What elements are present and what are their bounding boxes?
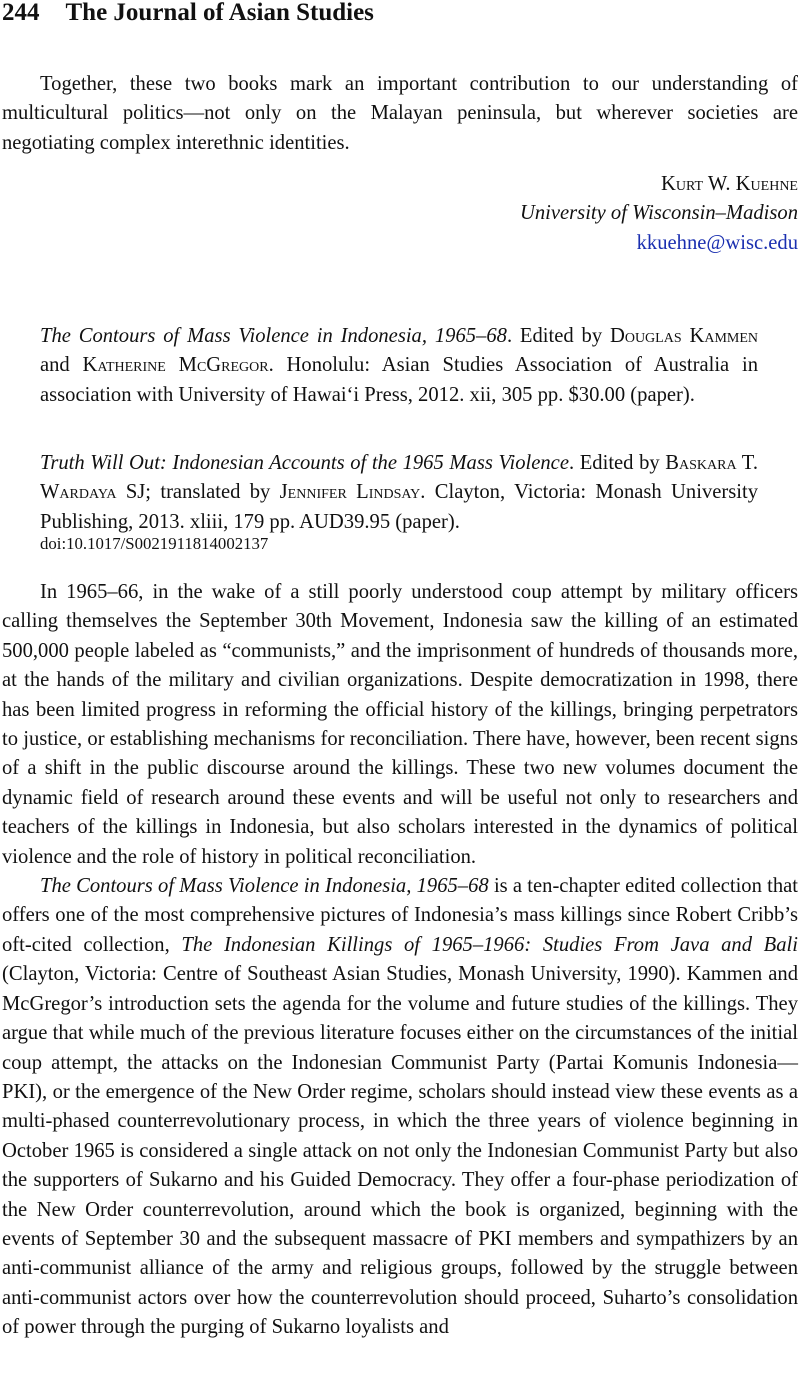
citation-2-title: Truth Will Out: Indonesian Accounts of the 1965 Mass Violence [40, 452, 569, 474]
body-paragraph-2 [2, 872, 798, 1343]
citation-2-publisher: . Clayton, Victoria: Monash University Publishing, 2013. xliii, 179 pp. AUD39.95 (paper). [40, 481, 758, 533]
citation-2-editor-1: Baskara T. Wardaya SJ [40, 452, 758, 504]
book-citation-2 [40, 449, 758, 537]
citation-1-joiner: and [40, 354, 83, 377]
review-body [2, 578, 798, 1343]
closing-paragraph: Together, these two books mark an important contribution to our understanding of multicultural politics—not only on the Malayan peninsula, but wherever societies are negotiating complex interethnic identities. [2, 73, 798, 154]
book-citation-1 [40, 322, 758, 410]
journal-title: The Journal of Asian Studies [65, 0, 374, 26]
citation-1-title: The Contours of Mass Violence in Indonesia, 1965–68 [40, 325, 507, 347]
reviewer-email-link[interactable]: kkuehne@wisc.edu [636, 231, 798, 254]
running-head [2, 0, 374, 30]
reviewer-signature [520, 170, 798, 258]
body-paragraph-1: In 1965–66, in the wake of a still poorly understood coup attempt by military officers calling themselves the September 30th Movement, Indonesia saw the killing of an estimated 500,000 people labeled as “communists,” and the imprisonment of hundreds of thousands more, at the hands of the military and civilian organizations. Despite democratization in 1998, there has been limited progress in reforming the official history of the killings, bringing perpetrators to justice, or establishing mechanisms for reconciliation. There have, however, been recent signs of a shift in the public discourse around the killings. These two new volumes document the dynamic field of research around these events and will be useful not only to researchers and teachers of the killings in Indonesia, but also scholars interested in the dynamics of political violence and the role of history in political reconciliation. [2, 581, 798, 868]
citation-1-editor-2: Katherine McGregor [82, 354, 269, 377]
page-number: 244 [2, 0, 40, 26]
paragraph-2-text-b: (Clayton, Victoria: Centre of Southeast Asian Studies, Monash University, 1990). Kammen and McGregor’s introduction sets the agenda for the volume and future studies of the killings. They argue that while much of the previous literature focuses either on the circumstances of the initial coup attempt, the attacks on the Indonesian Communist Party (Partai Komunis Indonesia—PKI), or the emergence of the New Order regime, scholars should instead view these events as a multi-phased counterrevolutionary process, in which the three years of violence beginning in October 1965 is considered a single attack on not only the Indonesian Communist Party but also the supporters of Sukarno and his Guided Democracy. They offer a four-phase periodization of the New Order counterrevolution, around which the book is organized, beginning with the events of September 30 and the subsequent massacre of PKI members and sympathizers by an anti-communist alliance of the army and religious groups, followed by the struggle between anti-communist actors over how the counterrevolution should proceed, Suharto’s consolidation of power through the purging of Sukarno loyalists and [2, 963, 798, 1339]
paragraph-2-text-a: is a ten-chapter edited collection that offers one of the most comprehensive pictures of Indonesia’s mass killings since Robert Cribb’s oft-cited collection, [2, 875, 799, 956]
reviewer-name: Kurt W. Kuehne [661, 173, 798, 195]
reviewer-affiliation: University of Wisconsin–Madison [520, 202, 798, 225]
doi-link[interactable]: doi:10.1017/S0021911814002137 [40, 534, 269, 553]
citation-1-edited-by: . Edited by [506, 325, 610, 347]
previous-review-closing [2, 70, 798, 158]
citation-1-publisher: . Honolulu: Asian Studies Association of Australia in association with University of Hawai‘i Press, 2012. xii, 305 pp. $30.00 (paper). [40, 354, 758, 406]
citation-2-edited-by: . Edited by [568, 452, 666, 474]
citation-2-translator: Jennifer Lindsay [279, 481, 421, 504]
citation-1-editor-1: Douglas Kammen [609, 325, 759, 347]
paragraph-2-book-title: The Contours of Mass Violence in Indonesia, 1965–68 [40, 875, 489, 898]
paragraph-2-cited-title: The Indonesian Killings of 1965–1966: Studies From Java and Bali [181, 933, 798, 956]
citation-2-joiner: ; translated by [145, 481, 280, 504]
